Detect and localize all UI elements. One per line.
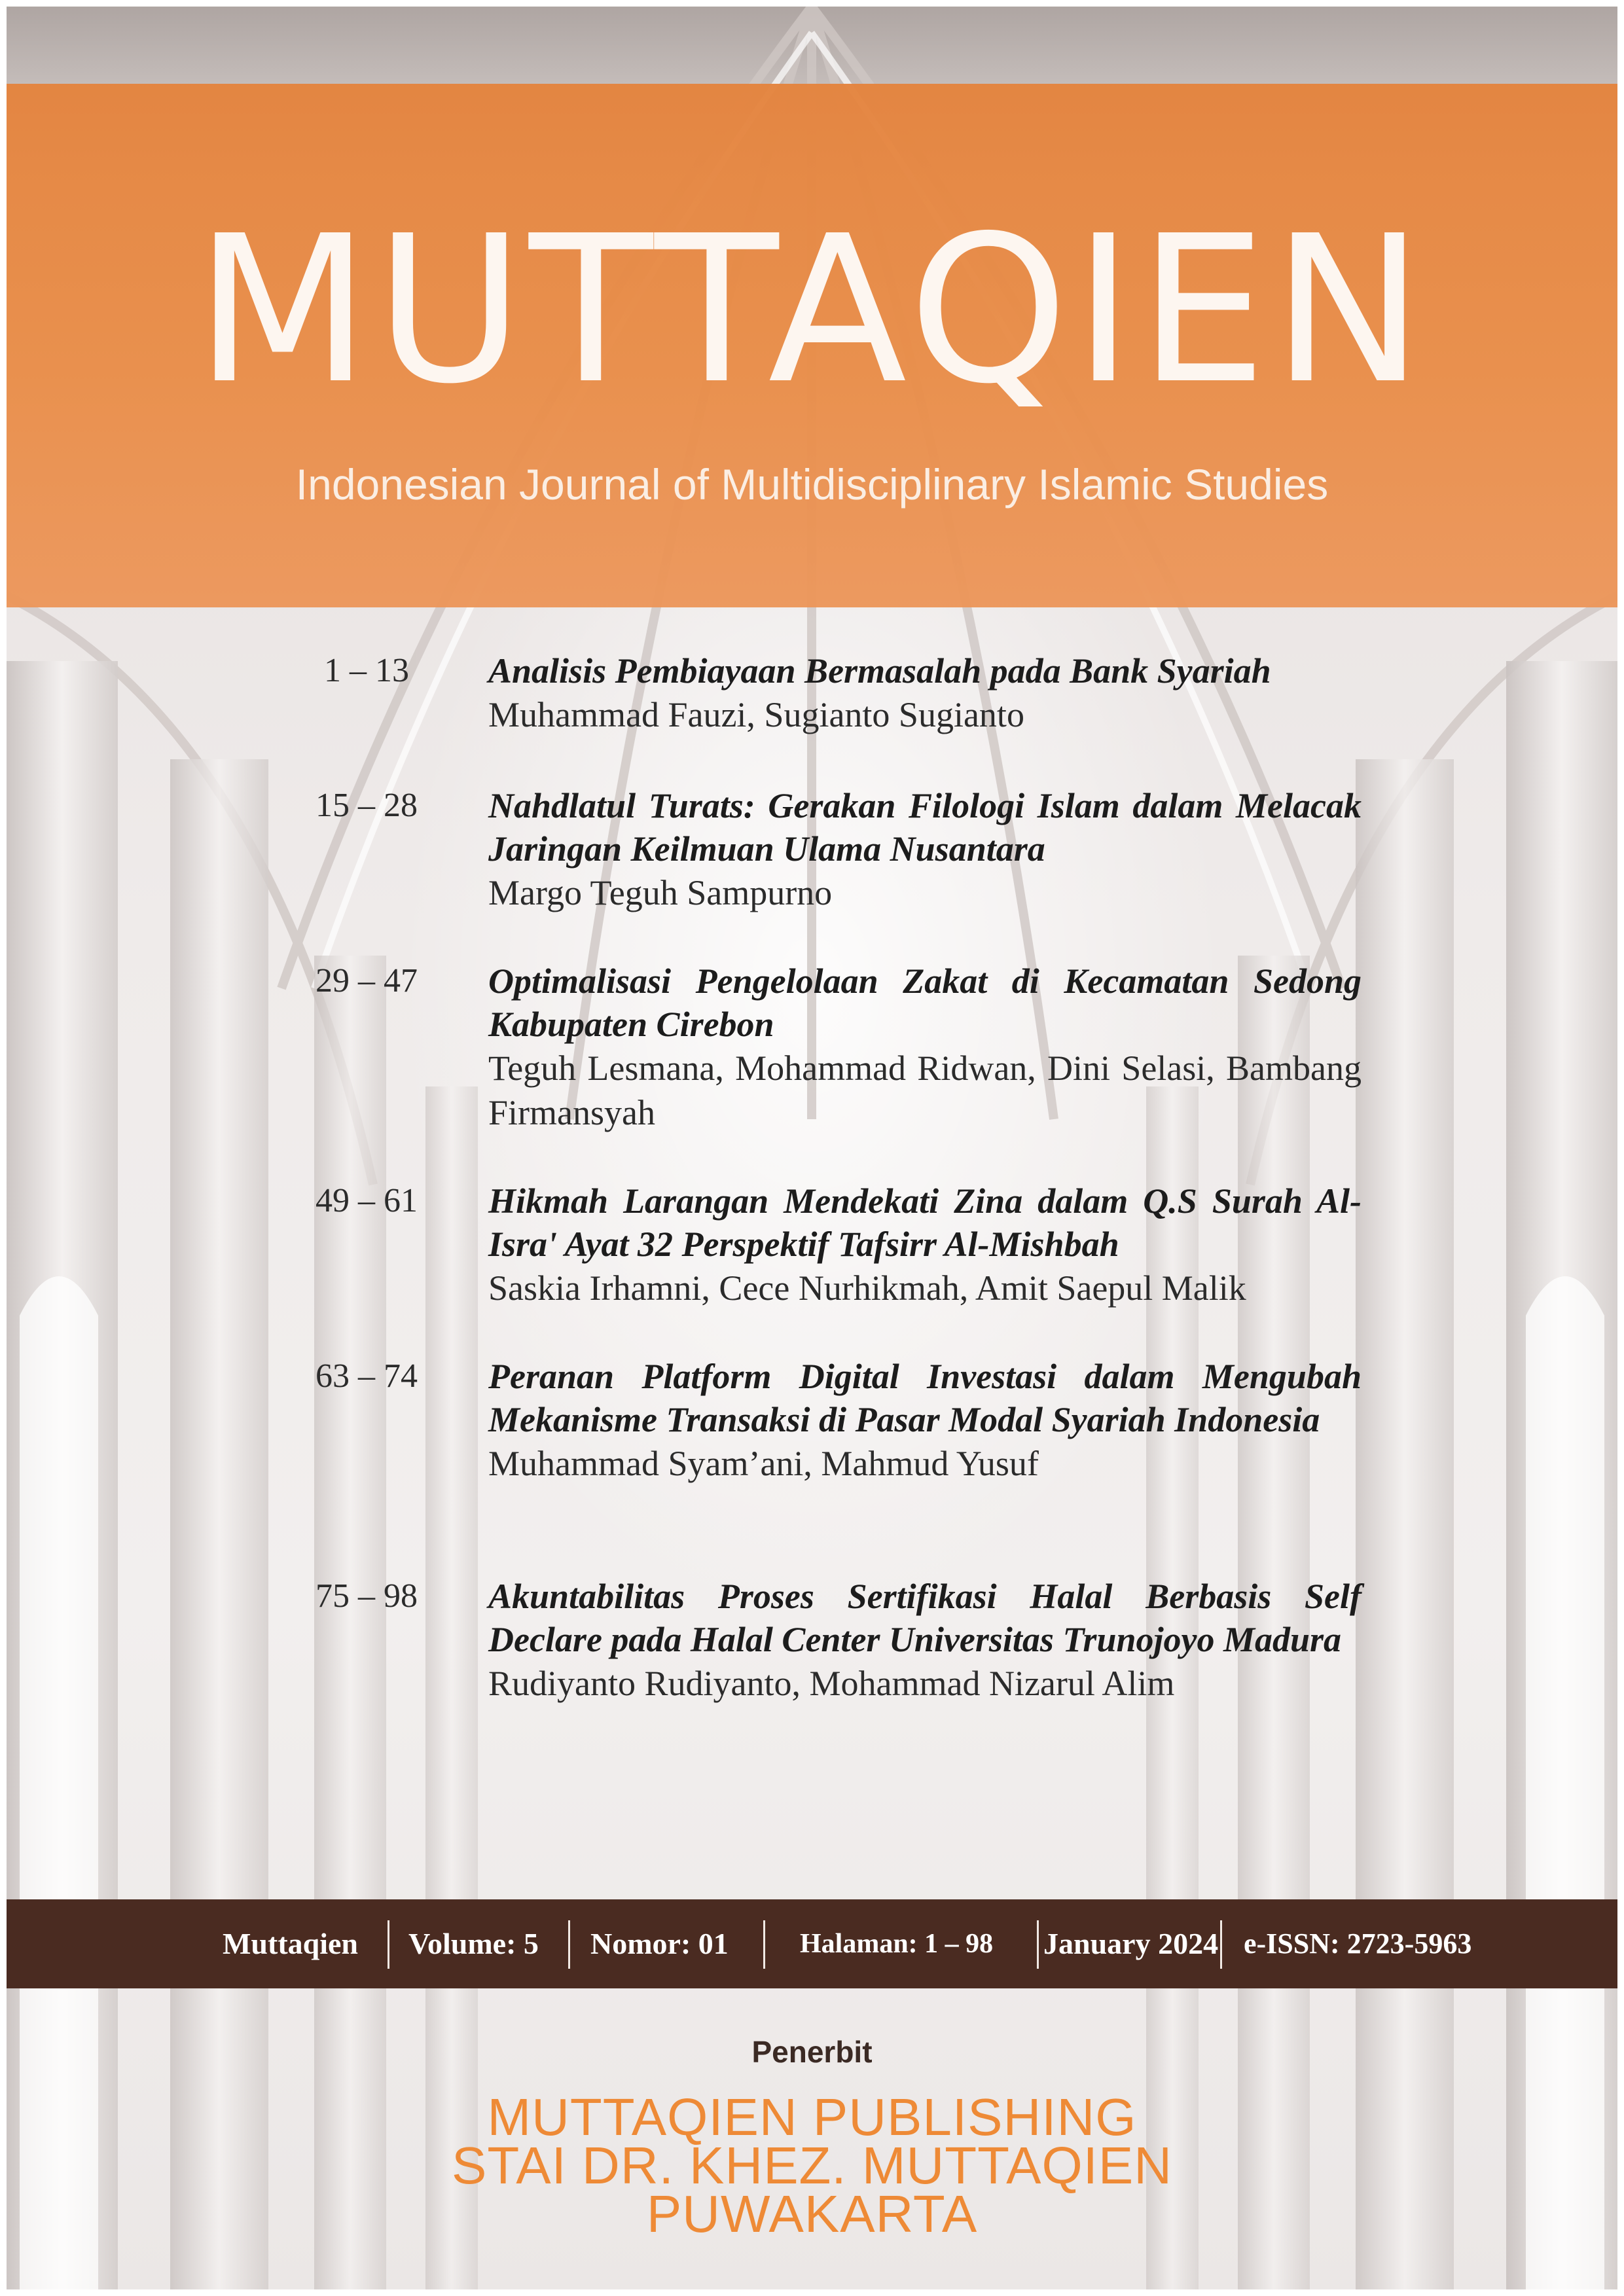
info-journal-name: Muttaqien <box>223 1927 358 1960</box>
info-date: January 2024 <box>1043 1927 1219 1960</box>
article-title: Hikmah Larangan Mendekati Zina dalam Q.S Surah Al-Isra' Ayat 32 Perspektif Tafsirr Al-Mishbah <box>488 1181 1362 1264</box>
article-authors: Margo Teguh Sampurno <box>488 873 833 912</box>
article-authors: Teguh Lesmana, Mohammad Ridwan, Dini Selasi, Bambang Firmansyah <box>488 1049 1362 1132</box>
article-entry <box>295 784 1362 915</box>
info-eissn: e-ISSN: 2723-5963 <box>1244 1928 1472 1960</box>
info-pages: Halaman: 1 – 98 <box>800 1929 994 1959</box>
article-title: Akuntabilitas Proses Sertifikasi Halal Berbasis Self Declare pada Halal Center Universitas Trunojoyo Madura <box>488 1577 1362 1659</box>
info-divider <box>568 1920 570 1969</box>
publisher-label: Penerbit <box>751 2035 873 2069</box>
article-entry <box>295 1575 1362 1706</box>
article-title: Analisis Pembiayaan Bermasalah pada Bank Syariah <box>488 651 1271 691</box>
article-pages: 15 – 28 <box>316 787 418 824</box>
article-entry <box>295 649 1362 737</box>
article-title: Peranan Platform Digital Investasi dalam Mengubah Mekanisme Transaksi di Pasar Modal Syariah Indonesia <box>488 1357 1362 1439</box>
publisher-name: MUTTAQIEN PUBLISHING <box>487 2088 1137 2146</box>
article-authors: Rudiyanto Rudiyanto, Mohammad Nizarul Alim <box>488 1664 1175 1703</box>
info-volume: Volume: 5 <box>408 1927 539 1960</box>
article-authors: Saskia Irhamni, Cece Nurhikmah, Amit Saepul Malik <box>488 1268 1246 1308</box>
journal-title: MUTTAQIEN <box>194 192 1430 429</box>
article-pages: 1 – 13 <box>324 652 409 689</box>
article-pages: 63 – 74 <box>316 1357 418 1395</box>
article-entry <box>295 960 1362 1135</box>
journal-subtitle: Indonesian Journal of Multidisciplinary Islamic Studies <box>295 460 1329 509</box>
article-pages: 49 – 61 <box>316 1182 418 1219</box>
article-pages: 75 – 98 <box>316 1577 418 1615</box>
issue-info-bar <box>7 1899 1617 1988</box>
article-entry <box>295 1355 1362 1486</box>
info-divider <box>388 1920 389 1969</box>
article-title: Nahdlatul Turats: Gerakan Filologi Islam dalam Melacak Jaringan Keilmuan Ulama Nusantara <box>488 786 1362 869</box>
journal-cover <box>7 7 1617 2289</box>
article-pages: 29 – 47 <box>316 962 418 999</box>
info-divider <box>763 1920 765 1969</box>
article-authors: Muhammad Syam’ani, Mahmud Yusuf <box>488 1444 1039 1483</box>
info-number: Nomor: 01 <box>590 1927 729 1960</box>
info-divider <box>1037 1920 1039 1969</box>
article-title: Optimalisasi Pengelolaan Zakat di Kecamatan Sedong Kabupaten Cirebon <box>488 961 1362 1044</box>
article-authors: Muhammad Fauzi, Sugianto Sugianto <box>488 695 1024 734</box>
publisher-city: PUWAKARTA <box>646 2185 978 2243</box>
publisher-institution: STAI DR. KHEZ. MUTTAQIEN <box>451 2136 1173 2195</box>
article-entry <box>295 1179 1362 1310</box>
info-divider <box>1220 1920 1222 1969</box>
